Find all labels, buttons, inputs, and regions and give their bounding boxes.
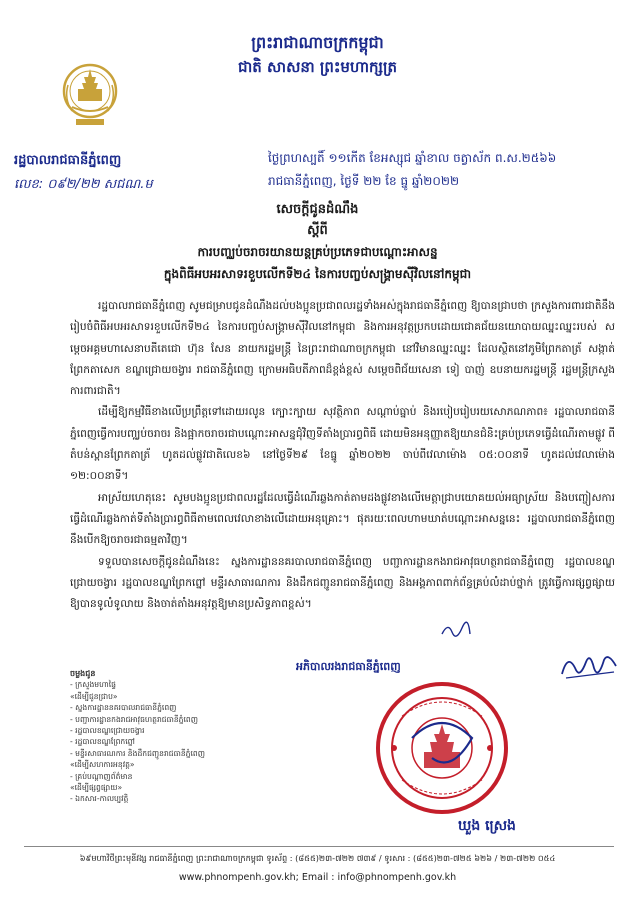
document-type: សេចក្តីជូនដំណឹង xyxy=(276,202,359,217)
signatory-title: អភិបាលរងរាជធានីភ្នំពេញ xyxy=(296,660,401,673)
lunar-date: ថ្ងៃព្រហស្បតិ៍ ១១កើត ខែអស្សុជ ឆ្នាំខាល ចត្វាស័ក ព.ស.២៥៦៦ xyxy=(268,151,557,165)
footer-divider xyxy=(24,846,614,847)
subject-line-2: ក្នុងពិធីអបអរសាទរខួបលើកទី២៤ នៃការបញ្ចប់សង្គ្រាមស៊ីវិលនៅកម្ពុជា xyxy=(163,267,472,281)
reference-number: លេខ: ០៩២/២២ សជណ.ម xyxy=(14,177,153,192)
cc-item: - មន្ទីរសាធារណការ និងដឹកជញ្ជូនរាជធានីភ្នំពេញ xyxy=(70,748,205,758)
phnom-penh-emblem-icon xyxy=(58,55,122,135)
cc-item: - រដ្ឋបាលខណ្ឌព្រែកព្នៅ xyxy=(70,737,135,747)
issuing-authority: រដ្ឋបាលរាជធានីភ្នំពេញ xyxy=(14,153,122,168)
body-paragraph-2: ដើម្បីឱ្យកម្មវិធីខាងលើប្រព្រឹត្តទៅដោយរលូន ក្បោះក្បាយ សុវត្ថិភាព សណ្តាប់ធ្នាប់ និងរបៀបរៀបរយសោភណភាព៖ រដ្ឋបាលរាជធានីភ្នំពេញធ្វើការបញ្ឈប់ចរាចរ និងផ្អាកចរាចរជាបណ្តោះអាសន្នជុំវិញទីតាំងប្រារព្ធពិធី ដោយមិនអនុញ្ញាតឱ្យយានជំនិះគ្រប់ប្រភេទធ្វើដំណើរតាមផ្លូវ ពីតំបន់ស្ពានព្រែកតាត្រ័ ហូតដល់ផ្លូវជាតិលេខ៦ នៅថ្ងៃទី២៩ ខែធ្នូ ឆ្នាំ២០២២ ចាប់ពីវេលាម៉ោង ០៥:០០នាទី ហូតដល់វេលាម៉ោង ១២:០០នាទី។ xyxy=(70,406,616,483)
cc-title: ចម្លងជូន xyxy=(70,669,96,678)
subject-label: ស្តីពី xyxy=(307,223,328,238)
footer-address: ៦៩មហាវិថីព្រះមុនីវង្ស រាជធានីភ្នំពេញ ព្រះរាជាណាចក្រកម្ពុជា ទូរស័ព្ទ : (៨៥៥)២៣-៧២២ ៧៣៩ / ទូរសារ : (៨៥៥)២៣-៧២៥ ៦២៦ / ២៣-៧២២ ០៥៤ xyxy=(79,853,556,863)
cc-list xyxy=(70,668,270,805)
body-paragraph-3: អាស្រ័យហេតុនេះ សូមបងប្អូនប្រជាពលរដ្ឋដែលធ្វើដំណើរឆ្លងកាត់តាមដងផ្លូវខាងលើមេត្តាជ្រាបយោគយល់អធ្យាស្រ័យ និងបញ្ចៀសការធ្វើដំណើរឆ្លងកាត់ទីតាំងប្រារព្ធពិធីតាមពេលវេលាខាងលើដោយអនុគ្រោះ។ ផុតរយៈពេលហាមឃាត់បណ្តោះអាសន្ននេះ រដ្ឋបាលរាជធានីភ្នំពេញនឹងបើកឱ្យចរាចរជាធម្មតាវិញ។ xyxy=(70,491,615,547)
cc-item: - បញ្ជាការដ្ឋានកងរាជអាវុធហត្ថរាជធានីភ្នំពេញ xyxy=(70,714,198,724)
cc-item: «ដើម្បីសហការអនុវត្ត» xyxy=(70,760,135,770)
cc-item: «ដើម្បីជូនជ្រាប» xyxy=(70,691,118,701)
kingdom-heading: ព្រះរាជាណាចក្រកម្ពុជា xyxy=(251,33,384,52)
national-motto: ជាតិ សាសនា ព្រះមហាក្សត្រ xyxy=(238,58,397,76)
subject-line-1: ការបញ្ឈប់ចរាចរយានយន្តគ្រប់ប្រភេទជាបណ្តោះអាសន្ន xyxy=(197,245,438,259)
cc-item: - ក្រសួងមហាផ្ទៃ xyxy=(70,680,116,690)
solar-date: រាជធានីភ្នំពេញ, ថ្ងៃទី ២២ ខែ ធ្នូ ឆ្នាំ២០២២ xyxy=(268,174,460,188)
handwritten-signature-icon xyxy=(558,648,622,684)
cc-item: - ឯកសារ-កាលប្បវត្តិ xyxy=(70,794,129,804)
official-seal-icon xyxy=(372,678,512,818)
cc-item: - ស្នងការដ្ឋាននគរបាលរាជធានីភ្នំពេញ xyxy=(70,703,177,713)
notice-body xyxy=(70,296,615,615)
cc-item: - គ្រប់បណ្តាញព័ត៌មាន xyxy=(70,771,133,781)
signer-name: ឃួង ស្រេង xyxy=(458,818,516,834)
cc-item: - រដ្ឋបាលខណ្ឌជ្រោយចង្វារ xyxy=(70,726,145,736)
initials-mark-icon xyxy=(440,620,472,640)
body-paragraph-1: រដ្ឋបាលរាជធានីភ្នំពេញ សូមជម្រាបជូនដំណឹងដល់បងប្អូនប្រជាពលរដ្ឋទាំងអស់ក្នុងរាជធានីភ្នំពេញ ឱ្យបានជ្រាបថា ក្រសួងការពារជាតិនឹងរៀបចំពិធីអបអរសាទរខួបលើកទី២៤ នៃការបញ្ចប់សង្គ្រាមស៊ីវិលនៅកម្ពុជា និងការអនុវត្តប្រកបដោយជោគជ័យនយោបាយឈ្នះឈ្នះរបស់ សម្តេចអគ្គមហាសេនាបតីតេជោ ហ៊ុន សែន នាយករដ្ឋមន្ត្រី នៃព្រះរាជាណាចក្រកម្ពុជា នៅវិមានឈ្នះឈ្នះ ដែលស្ថិតនៅភូមិព្រែកតាត្រ័ សង្កាត់ព្រែកតាសេក ខណ្ឌជ្រោយចង្វារ រាជធានីភ្នំពេញ ក្រោមអធិបតីភាពដ៏ខ្ពង់ខ្ពស់ សម្តេចពិជ័យសេនា ទៀ បាញ់ ឧបនាយករដ្ឋមន្ត្រី រដ្ឋមន្ត្រីក្រសួងការពារជាតិ។ xyxy=(70,300,615,398)
body-paragraph-4: ទទួលបានសេចក្តីជូនដំណឹងនេះ ស្នងការដ្ឋាននគរបាលរាជធានីភ្នំពេញ បញ្ជាការដ្ឋានកងរាជអាវុធហត្ថរាជធានីភ្នំពេញ រដ្ឋបាលខណ្ឌជ្រោយចង្វារ រដ្ឋបាលខណ្ឌព្រែកព្នៅ មន្ទីរសាធារណការ និងដឹកជញ្ជូនរាជធានីភ្នំពេញ និងអង្គភាពពាក់ព័ន្ធគ្រប់លំដាប់ថ្នាក់ ត្រូវធ្វើការផ្សព្វផ្សាយឱ្យបានទូលំទូលាយ និងចាត់តាំងអនុវត្តឱ្យមានប្រសិទ្ធភាពខ្ពស់។ xyxy=(70,555,615,611)
cc-item: «ដើម្បីផ្សព្វផ្សាយ» xyxy=(70,783,123,793)
footer-web-email: www.phnompenh.gov.kh; Email : info@phnompenh.gov.kh xyxy=(178,872,457,883)
